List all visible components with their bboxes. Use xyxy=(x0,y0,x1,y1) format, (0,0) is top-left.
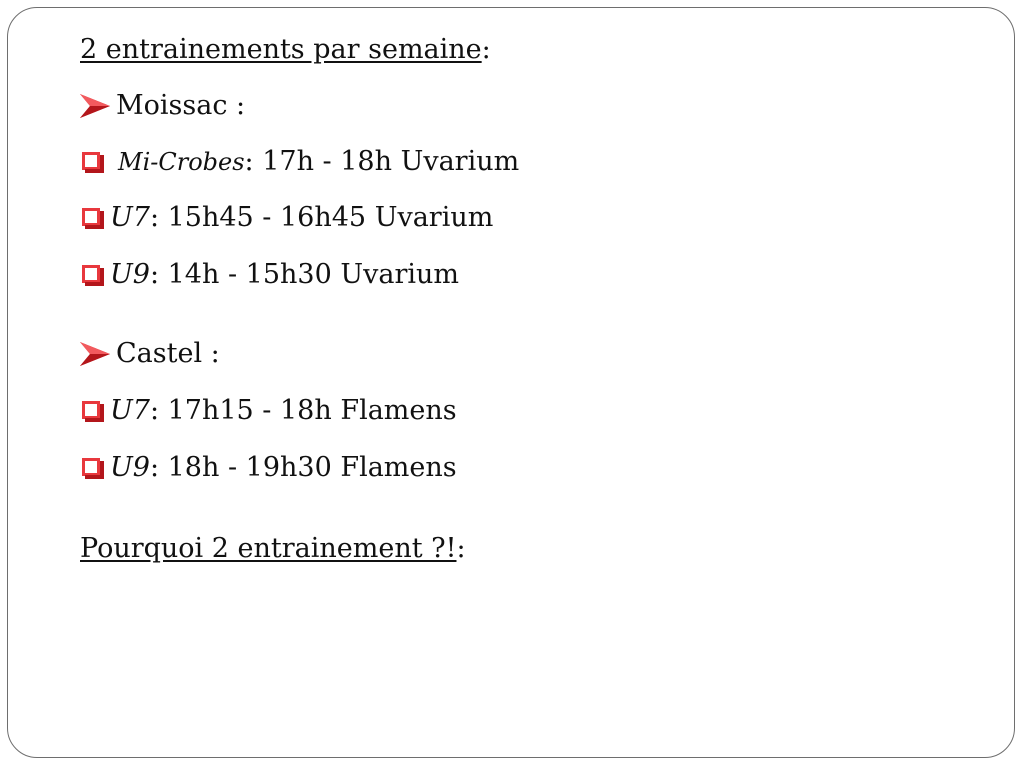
schedule-details: : 14h - 15h30 Uvarium xyxy=(149,259,459,290)
schedule-details: : 18h - 19h30 Flamens xyxy=(149,452,457,483)
checkbox-bullet-icon xyxy=(80,206,104,230)
section-moissac-title xyxy=(78,90,245,122)
group-name: U9 xyxy=(110,259,150,290)
list-item xyxy=(80,452,457,484)
group-name: U7 xyxy=(110,395,150,426)
checkbox-bullet-icon xyxy=(80,456,104,480)
list-item xyxy=(80,202,493,234)
checkbox-bullet-icon xyxy=(80,263,104,287)
question-text: Pourquoi 2 entrainement ?! xyxy=(80,533,457,564)
list-item xyxy=(80,395,457,427)
question-line xyxy=(80,533,466,565)
group-name: U7 xyxy=(110,202,150,233)
section-castel-title xyxy=(78,338,220,370)
arrow-bullet-icon xyxy=(78,338,112,370)
schedule-details: : 17h15 - 18h Flamens xyxy=(149,395,457,426)
heading-title: 2 entrainements par semaine xyxy=(80,34,482,65)
checkbox-bullet-icon xyxy=(80,150,104,174)
heading-line xyxy=(80,34,491,66)
schedule-details: : 15h45 - 16h45 Uvarium xyxy=(149,202,494,233)
schedule-details: : 17h - 18h Uvarium xyxy=(244,146,520,177)
section-title-text: Castel : xyxy=(116,338,220,369)
section-title-text: Moissac : xyxy=(116,90,246,121)
heading-suffix: : xyxy=(481,34,491,65)
arrow-bullet-icon xyxy=(78,90,112,122)
checkbox-bullet-icon xyxy=(80,399,104,423)
list-item xyxy=(80,146,519,178)
question-suffix: : xyxy=(456,533,466,564)
list-item xyxy=(80,259,459,291)
group-name: Mi-Crobes xyxy=(118,148,245,176)
group-name: U9 xyxy=(110,452,150,483)
